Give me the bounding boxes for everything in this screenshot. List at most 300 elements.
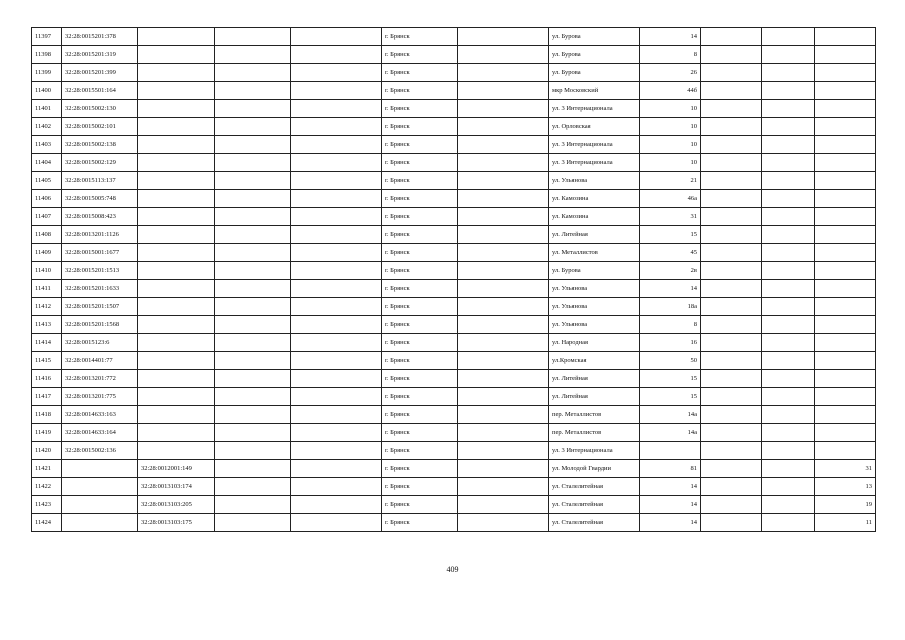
- cell-city: г. Брянск: [382, 460, 458, 478]
- cell-empty: [291, 424, 382, 442]
- cell-cadastral-number-alt: [138, 172, 215, 190]
- cell-cadastral-number: 32:28:0015002:129: [62, 154, 138, 172]
- cell-street: ул. Народная: [549, 334, 640, 352]
- cell-house: 14: [640, 514, 701, 532]
- cell-empty: [701, 478, 762, 496]
- cell-cadastral-number: 32:28:0015005:748: [62, 190, 138, 208]
- cell-empty: [215, 262, 291, 280]
- cell-cadastral-number-alt: [138, 100, 215, 118]
- table-row: [32, 244, 876, 262]
- cell-apartment: [815, 334, 876, 352]
- cell-empty: [458, 298, 549, 316]
- cell-row-number: 11411: [32, 280, 62, 298]
- cell-house: 10: [640, 118, 701, 136]
- cell-apartment: 11: [815, 514, 876, 532]
- cell-cadastral-number: 32:28:0015201:1633: [62, 280, 138, 298]
- cell-apartment: 31: [815, 460, 876, 478]
- cell-row-number: 11422: [32, 478, 62, 496]
- cell-apartment: [815, 28, 876, 46]
- cell-cadastral-number: 32:28:0015123:6: [62, 334, 138, 352]
- cell-cadastral-number: 32:28:0013201:1126: [62, 226, 138, 244]
- cell-empty: [215, 46, 291, 64]
- cell-empty: [701, 514, 762, 532]
- cell-cadastral-number-alt: [138, 208, 215, 226]
- cell-empty: [701, 226, 762, 244]
- table-row: [32, 46, 876, 64]
- cell-cadastral-number-alt: 32:28:0013103:174: [138, 478, 215, 496]
- cell-empty: [762, 316, 815, 334]
- cell-city: г. Брянск: [382, 370, 458, 388]
- cell-house: 14: [640, 478, 701, 496]
- cell-city: г. Брянск: [382, 262, 458, 280]
- cell-house: 18а: [640, 298, 701, 316]
- table-row: [32, 118, 876, 136]
- cell-cadastral-number-alt: [138, 190, 215, 208]
- page-number: 409: [446, 565, 459, 574]
- cell-cadastral-number-alt: [138, 118, 215, 136]
- cell-city: г. Брянск: [382, 82, 458, 100]
- table-row: [32, 442, 876, 460]
- cell-apartment: [815, 154, 876, 172]
- cell-house: 14: [640, 496, 701, 514]
- table-row: [32, 136, 876, 154]
- cell-cadastral-number: 32:28:0015201:319: [62, 46, 138, 64]
- cell-empty: [215, 334, 291, 352]
- cell-city: г. Брянск: [382, 118, 458, 136]
- cell-empty: [458, 136, 549, 154]
- cell-empty: [291, 154, 382, 172]
- cell-house: 14: [640, 280, 701, 298]
- cell-empty: [762, 262, 815, 280]
- table-row: [32, 298, 876, 316]
- cell-street: ул. Камозина: [549, 208, 640, 226]
- cell-empty: [762, 82, 815, 100]
- cell-row-number: 11412: [32, 298, 62, 316]
- table-row: [32, 280, 876, 298]
- cell-cadastral-number-alt: [138, 388, 215, 406]
- cell-empty: [458, 496, 549, 514]
- cell-empty: [215, 370, 291, 388]
- cell-cadastral-number: 32:28:0015002:101: [62, 118, 138, 136]
- cell-city: г. Брянск: [382, 514, 458, 532]
- cell-apartment: [815, 64, 876, 82]
- cell-cadastral-number-alt: [138, 406, 215, 424]
- cell-empty: [215, 244, 291, 262]
- cell-row-number: 11413: [32, 316, 62, 334]
- cell-cadastral-number: 32:28:0015201:399: [62, 64, 138, 82]
- cell-empty: [701, 406, 762, 424]
- table-row: [32, 424, 876, 442]
- cell-empty: [291, 334, 382, 352]
- cell-row-number: 11407: [32, 208, 62, 226]
- cell-cadastral-number: 32:28:0014633:164: [62, 424, 138, 442]
- cell-apartment: [815, 190, 876, 208]
- cell-empty: [458, 406, 549, 424]
- table-row: [32, 334, 876, 352]
- cell-city: г. Брянск: [382, 478, 458, 496]
- cell-street: ул. Литейная: [549, 370, 640, 388]
- cell-apartment: [815, 406, 876, 424]
- cell-cadastral-number-alt: [138, 244, 215, 262]
- cell-empty: [291, 442, 382, 460]
- cell-empty: [701, 424, 762, 442]
- cell-empty: [762, 154, 815, 172]
- cell-empty: [291, 460, 382, 478]
- cell-empty: [215, 388, 291, 406]
- cell-cadastral-number: 32:28:0015201:378: [62, 28, 138, 46]
- cell-empty: [291, 352, 382, 370]
- cell-street: ул. 3 Интернационала: [549, 136, 640, 154]
- table-row: [32, 28, 876, 46]
- cell-house: 21: [640, 172, 701, 190]
- cell-empty: [701, 136, 762, 154]
- cell-empty: [291, 280, 382, 298]
- cell-empty: [215, 226, 291, 244]
- cell-street: ул. Молодой Гвардии: [549, 460, 640, 478]
- cell-city: г. Брянск: [382, 190, 458, 208]
- cell-empty: [291, 226, 382, 244]
- cell-row-number: 11402: [32, 118, 62, 136]
- cell-empty: [215, 496, 291, 514]
- cell-empty: [215, 298, 291, 316]
- cell-apartment: 13: [815, 478, 876, 496]
- cell-row-number: 11419: [32, 424, 62, 442]
- table-row: [32, 82, 876, 100]
- cell-empty: [701, 190, 762, 208]
- cell-empty: [701, 334, 762, 352]
- cell-city: г. Брянск: [382, 46, 458, 64]
- cell-empty: [291, 28, 382, 46]
- cell-row-number: 11410: [32, 262, 62, 280]
- cell-empty: [291, 100, 382, 118]
- cell-row-number: 11405: [32, 172, 62, 190]
- cell-empty: [215, 136, 291, 154]
- cell-cadastral-number: 32:28:0015501:164: [62, 82, 138, 100]
- cell-cadastral-number: [62, 478, 138, 496]
- cell-house: 8: [640, 46, 701, 64]
- cell-empty: [762, 280, 815, 298]
- cell-empty: [458, 442, 549, 460]
- cell-row-number: 11408: [32, 226, 62, 244]
- cell-row-number: 11420: [32, 442, 62, 460]
- cell-empty: [458, 190, 549, 208]
- cell-empty: [458, 334, 549, 352]
- cell-apartment: [815, 226, 876, 244]
- cell-apartment: [815, 280, 876, 298]
- cell-house: 44б: [640, 82, 701, 100]
- cell-empty: [701, 64, 762, 82]
- cell-empty: [291, 388, 382, 406]
- cell-house: 15: [640, 388, 701, 406]
- cell-cadastral-number: [62, 496, 138, 514]
- registry-table: [31, 27, 876, 532]
- cell-street: ул. 3 Интернационала: [549, 154, 640, 172]
- cell-cadastral-number-alt: 32:28:0012001:149: [138, 460, 215, 478]
- cell-city: г. Брянск: [382, 352, 458, 370]
- cell-house: 10: [640, 154, 701, 172]
- cell-empty: [458, 118, 549, 136]
- cell-cadastral-number-alt: 32:28:0013103:205: [138, 496, 215, 514]
- cell-city: г. Брянск: [382, 442, 458, 460]
- cell-apartment: [815, 424, 876, 442]
- cell-empty: [701, 46, 762, 64]
- cell-empty: [458, 46, 549, 64]
- cell-house: 50: [640, 352, 701, 370]
- cell-house: [640, 442, 701, 460]
- cell-cadastral-number-alt: [138, 46, 215, 64]
- cell-apartment: [815, 442, 876, 460]
- cell-cadastral-number-alt: 32:28:0013103:175: [138, 514, 215, 532]
- registry-table-body: [32, 28, 876, 532]
- cell-street: мкр Московский: [549, 82, 640, 100]
- cell-row-number: 11406: [32, 190, 62, 208]
- cell-empty: [701, 28, 762, 46]
- cell-empty: [291, 316, 382, 334]
- cell-empty: [215, 28, 291, 46]
- cell-apartment: [815, 388, 876, 406]
- cell-empty: [762, 514, 815, 532]
- cell-empty: [701, 388, 762, 406]
- cell-row-number: 11401: [32, 100, 62, 118]
- cell-empty: [762, 64, 815, 82]
- cell-house: 26: [640, 64, 701, 82]
- cell-empty: [291, 208, 382, 226]
- cell-empty: [762, 28, 815, 46]
- cell-empty: [701, 496, 762, 514]
- cell-row-number: 11403: [32, 136, 62, 154]
- cell-empty: [215, 352, 291, 370]
- cell-cadastral-number: 32:28:0015201:1507: [62, 298, 138, 316]
- cell-empty: [291, 478, 382, 496]
- table-row: [32, 370, 876, 388]
- cell-city: г. Брянск: [382, 316, 458, 334]
- cell-cadastral-number-alt: [138, 316, 215, 334]
- cell-city: г. Брянск: [382, 28, 458, 46]
- cell-city: г. Брянск: [382, 334, 458, 352]
- cell-row-number: 11398: [32, 46, 62, 64]
- cell-house: 46а: [640, 190, 701, 208]
- cell-empty: [215, 208, 291, 226]
- cell-empty: [762, 352, 815, 370]
- cell-empty: [762, 244, 815, 262]
- cell-empty: [701, 208, 762, 226]
- cell-empty: [762, 334, 815, 352]
- cell-cadastral-number: 32:28:0015008:423: [62, 208, 138, 226]
- cell-row-number: 11414: [32, 334, 62, 352]
- cell-house: 14: [640, 28, 701, 46]
- cell-house: 81: [640, 460, 701, 478]
- table-row: [32, 190, 876, 208]
- cell-empty: [291, 262, 382, 280]
- cell-empty: [215, 64, 291, 82]
- cell-city: г. Брянск: [382, 172, 458, 190]
- cell-row-number: 11404: [32, 154, 62, 172]
- cell-street: ул. Ульянова: [549, 280, 640, 298]
- cell-street: пер. Металлистов: [549, 424, 640, 442]
- cell-empty: [458, 226, 549, 244]
- cell-city: г. Брянск: [382, 406, 458, 424]
- cell-empty: [458, 352, 549, 370]
- cell-empty: [701, 262, 762, 280]
- cell-empty: [762, 442, 815, 460]
- cell-cadastral-number-alt: [138, 154, 215, 172]
- cell-cadastral-number-alt: [138, 262, 215, 280]
- cell-cadastral-number-alt: [138, 82, 215, 100]
- cell-city: г. Брянск: [382, 226, 458, 244]
- cell-city: г. Брянск: [382, 154, 458, 172]
- cell-cadastral-number-alt: [138, 442, 215, 460]
- cell-empty: [458, 208, 549, 226]
- table-row: [32, 262, 876, 280]
- cell-empty: [762, 478, 815, 496]
- cell-house: 31: [640, 208, 701, 226]
- cell-street: ул. Ульянова: [549, 316, 640, 334]
- cell-empty: [762, 226, 815, 244]
- cell-cadastral-number-alt: [138, 136, 215, 154]
- table-row: [32, 352, 876, 370]
- cell-empty: [762, 136, 815, 154]
- cell-cadastral-number: [62, 514, 138, 532]
- cell-apartment: [815, 100, 876, 118]
- cell-street: ул. 3 Интернационала: [549, 100, 640, 118]
- cell-empty: [458, 82, 549, 100]
- cell-empty: [458, 154, 549, 172]
- cell-street: ул. Ульянова: [549, 172, 640, 190]
- cell-city: г. Брянск: [382, 496, 458, 514]
- cell-street: ул. Сталелитейная: [549, 514, 640, 532]
- cell-apartment: 19: [815, 496, 876, 514]
- cell-empty: [762, 496, 815, 514]
- cell-street: ул. Бурова: [549, 28, 640, 46]
- cell-empty: [701, 352, 762, 370]
- cell-empty: [701, 172, 762, 190]
- table-row: [32, 478, 876, 496]
- cell-cadastral-number: 32:28:0014633:163: [62, 406, 138, 424]
- table-row: [32, 100, 876, 118]
- cell-row-number: 11418: [32, 406, 62, 424]
- cell-cadastral-number-alt: [138, 28, 215, 46]
- cell-empty: [458, 370, 549, 388]
- cell-street: пер. Металлистов: [549, 406, 640, 424]
- cell-house: 15: [640, 370, 701, 388]
- cell-row-number: 11416: [32, 370, 62, 388]
- cell-row-number: 11424: [32, 514, 62, 532]
- cell-empty: [291, 118, 382, 136]
- cell-empty: [291, 514, 382, 532]
- cell-cadastral-number: 32:28:0014401:77: [62, 352, 138, 370]
- cell-street: ул. Ульянова: [549, 298, 640, 316]
- cell-street: ул. Бурова: [549, 64, 640, 82]
- cell-apartment: [815, 136, 876, 154]
- cell-empty: [458, 514, 549, 532]
- cell-empty: [215, 406, 291, 424]
- cell-empty: [291, 406, 382, 424]
- cell-empty: [762, 388, 815, 406]
- cell-apartment: [815, 262, 876, 280]
- table-row: [32, 172, 876, 190]
- cell-apartment: [815, 298, 876, 316]
- cell-row-number: 11417: [32, 388, 62, 406]
- cell-empty: [762, 298, 815, 316]
- table-row: [32, 406, 876, 424]
- cell-street: ул. Орловская: [549, 118, 640, 136]
- cell-apartment: [815, 370, 876, 388]
- cell-city: г. Брянск: [382, 280, 458, 298]
- cell-empty: [458, 262, 549, 280]
- cell-apartment: [815, 316, 876, 334]
- table-row: [32, 154, 876, 172]
- cell-empty: [458, 316, 549, 334]
- cell-cadastral-number-alt: [138, 64, 215, 82]
- cell-city: г. Брянск: [382, 100, 458, 118]
- cell-house: 15: [640, 226, 701, 244]
- cell-row-number: 11399: [32, 64, 62, 82]
- cell-street: ул. 3 Интернационала: [549, 442, 640, 460]
- cell-empty: [215, 190, 291, 208]
- cell-empty: [215, 82, 291, 100]
- cell-city: г. Брянск: [382, 136, 458, 154]
- cell-empty: [458, 424, 549, 442]
- cell-empty: [458, 172, 549, 190]
- cell-empty: [701, 280, 762, 298]
- cell-cadastral-number: 32:28:0015201:1568: [62, 316, 138, 334]
- cell-row-number: 11409: [32, 244, 62, 262]
- cell-cadastral-number-alt: [138, 424, 215, 442]
- cell-empty: [215, 154, 291, 172]
- cell-city: г. Брянск: [382, 244, 458, 262]
- cell-cadastral-number-alt: [138, 226, 215, 244]
- cell-empty: [291, 298, 382, 316]
- cell-house: 10: [640, 100, 701, 118]
- cell-empty: [291, 46, 382, 64]
- cell-street: ул. Бурова: [549, 262, 640, 280]
- cell-empty: [215, 172, 291, 190]
- cell-empty: [291, 244, 382, 262]
- cell-apartment: [815, 118, 876, 136]
- cell-empty: [762, 424, 815, 442]
- cell-empty: [291, 496, 382, 514]
- cell-empty: [701, 370, 762, 388]
- cell-cadastral-number: 32:28:0015002:130: [62, 100, 138, 118]
- cell-empty: [291, 82, 382, 100]
- cell-city: г. Брянск: [382, 388, 458, 406]
- cell-house: 14а: [640, 424, 701, 442]
- cell-empty: [458, 100, 549, 118]
- cell-house: 8: [640, 316, 701, 334]
- cell-street: ул. Литейная: [549, 388, 640, 406]
- cell-street: ул. Сталелитейная: [549, 496, 640, 514]
- cell-empty: [458, 244, 549, 262]
- cell-empty: [215, 424, 291, 442]
- cell-empty: [762, 100, 815, 118]
- cell-row-number: 11415: [32, 352, 62, 370]
- cell-row-number: 11423: [32, 496, 62, 514]
- cell-empty: [701, 442, 762, 460]
- cell-cadastral-number-alt: [138, 280, 215, 298]
- cell-empty: [458, 64, 549, 82]
- cell-cadastral-number-alt: [138, 352, 215, 370]
- cell-empty: [458, 478, 549, 496]
- table-row: [32, 496, 876, 514]
- cell-empty: [291, 136, 382, 154]
- cell-cadastral-number-alt: [138, 334, 215, 352]
- cell-cadastral-number-alt: [138, 370, 215, 388]
- cell-city: г. Брянск: [382, 208, 458, 226]
- cell-empty: [762, 406, 815, 424]
- cell-row-number: 11421: [32, 460, 62, 478]
- cell-empty: [458, 460, 549, 478]
- cell-cadastral-number: 32:28:0015113:137: [62, 172, 138, 190]
